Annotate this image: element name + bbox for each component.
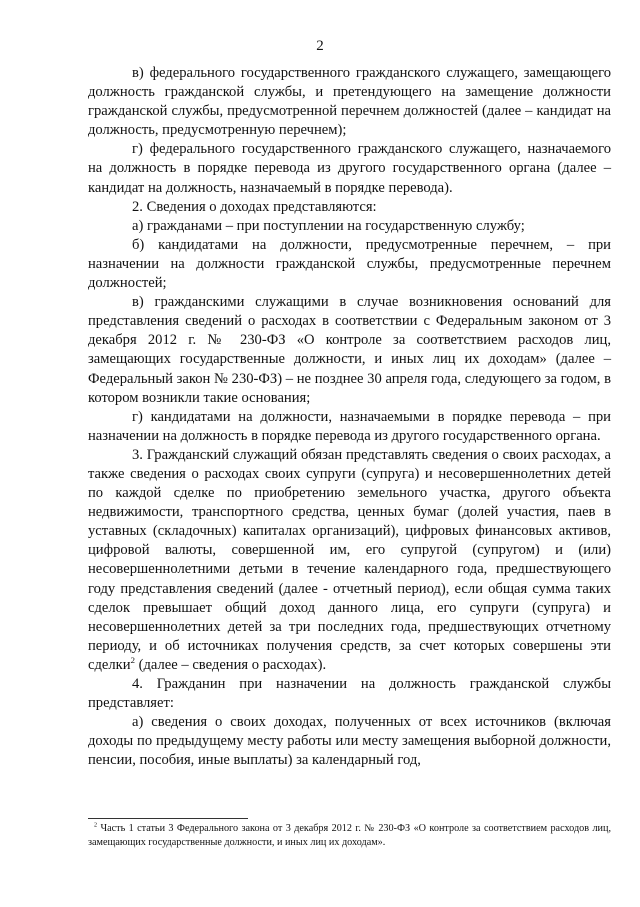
paragraph-3-text: 3. Гражданский служащий обязан представлять сведения о своих расходах, а также сведения о расходах своих супруги (супруга) и несовершеннолетних детей по каждой сделке по приобретению земельного участка, другого объекта недвижимости, транспортного средства, ценных бумаг (долей участия, паев в уставных (складочных) капиталах организаций), цифровых финансовых активов, цифровой валюты, совершенной им, его супругой (супругом) и (или) несовершеннолетними детьми в течение календарного года, предшествующего году представления сведений (далее - отчетный период), если общая сумма таких сделок превышает общий доход данного лица, его супруги (супруга) и несовершеннолетних детей за три последних года, предшествующих отчетному периоду, и об источниках получения средств, за счет которых совершены эти сделки <box>88 446 611 673</box>
paragraph-3 <box>88 446 611 675</box>
paragraph-2-heading: 2. Сведения о доходах представляются: <box>132 198 377 215</box>
document-body <box>88 64 611 770</box>
paragraph-3-text-end: (далее – сведения о расходах). <box>134 656 327 673</box>
paragraph-1g-candidate-transfer: г) федерального государственного гражданского служащего, назначаемого на должность в порядке перевода из другого государственного органа (далее – кандидат на должность, назначаемый в порядке перевода). <box>88 141 611 196</box>
paragraph-2v: в) гражданскими служащими в случае возникновения оснований для представления сведений о расходах в соответствии с Федеральным законом от 3 декабря 2012 г. № 230-ФЗ «О контроле за соответствием расходов лиц, замещающих государственные должности, и иных лиц их доходам» (далее – Федеральный закон № 230-ФЗ) – не позднее 30 апреля года, следующего за годом, в котором возникли такие основания; <box>88 294 611 406</box>
page-number: 2 <box>316 38 324 54</box>
footnote-text: Часть 1 статьи 3 Федерального закона от 3 декабря 2012 г. № 230-ФЗ «О контроле за соответствием расходов лиц, замещающих государственные должности, и иных лиц их доходам». <box>88 823 611 848</box>
paragraph-2a: а) гражданами – при поступлении на государственную службу; <box>132 217 525 234</box>
footnote-reference: 2 <box>130 655 135 666</box>
paragraph-2b: б) кандидатами на должности, предусмотренные перечнем, – при назначении на должности гражданской службы, предусмотренные перечнем должностей; <box>88 236 611 292</box>
paragraph-2g: г) кандидатами на должности, назначаемыми в порядке перевода – при назначении на должность в порядке перевода из другого государственного органа. <box>88 408 611 444</box>
paragraph-4a: а) сведения о своих доходах, полученных от всех источников (включая доходы по предыдущему месту работы или месту замещения выборной должности, пенсии, пособия, иные выплаты) за календарный год, <box>88 714 611 769</box>
footnote-divider <box>88 818 248 819</box>
footnote-mark: 2 <box>94 822 98 829</box>
paragraph-4: 4. Гражданин при назначении на должность гражданской службы представляет: <box>88 676 611 712</box>
paragraph-1v-candidate: в) федерального государственного гражданского служащего, замещающего должность гражданской службы, и претендующего на замещение должности гражданской службы, предусмотренной перечнем должностей (далее – кандидат на должность, предусмотренную перечнем); <box>88 65 611 139</box>
footnote <box>88 822 611 849</box>
